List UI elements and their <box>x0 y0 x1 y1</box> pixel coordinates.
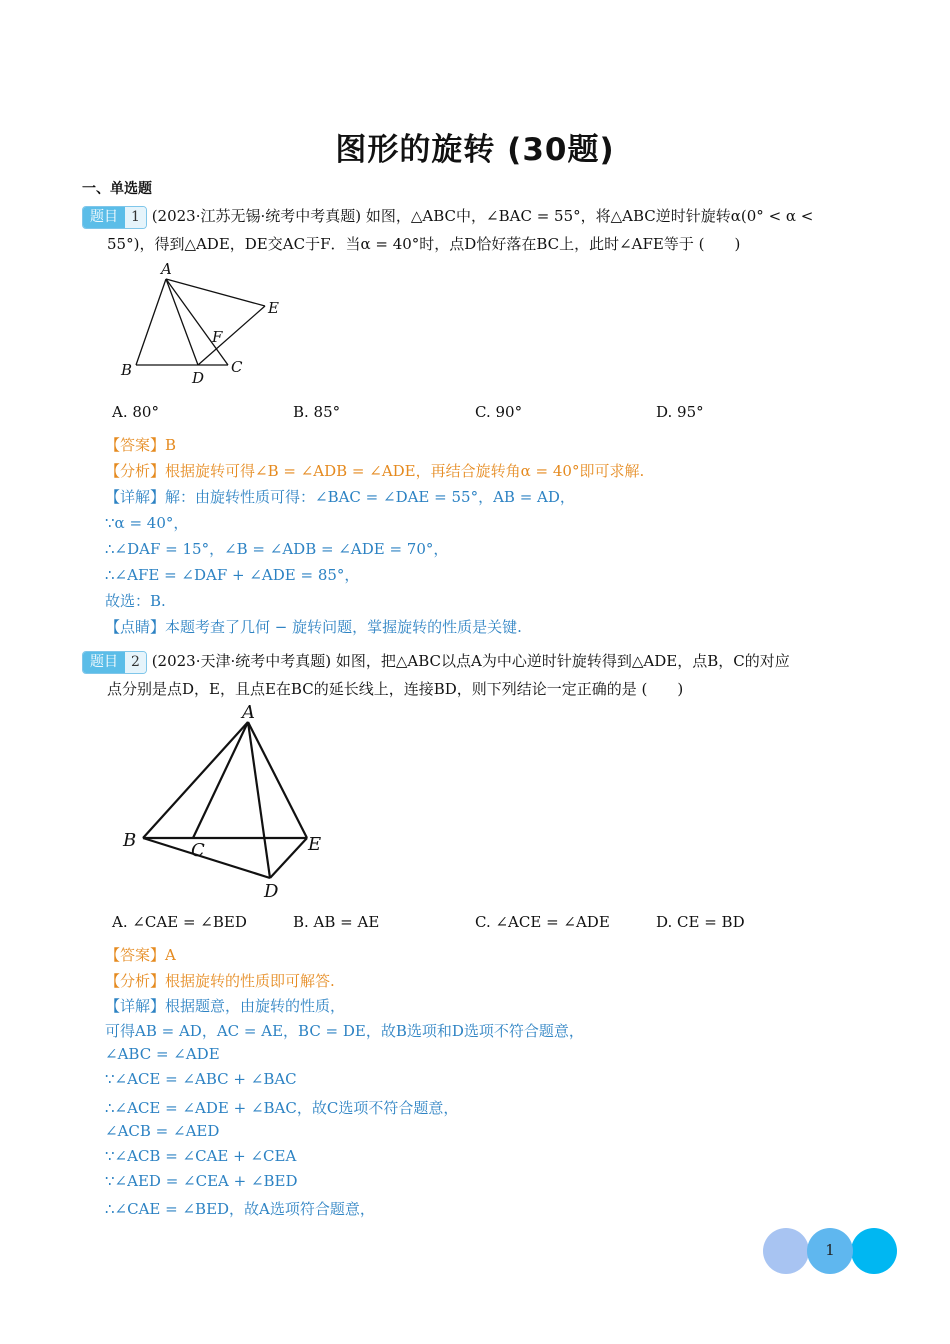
page-title: 图形的旋转 (30题) <box>335 132 615 168</box>
q2-label-b: B <box>123 830 137 851</box>
q2-detail-line: ∠ABC = ∠ADE <box>105 1045 220 1063</box>
q2-detail-line: ∵∠ACB = ∠CAE + ∠CEA <box>105 1147 297 1165</box>
q2-detail-line: ∵∠ACE = ∠ABC + ∠BAC <box>105 1070 297 1088</box>
q1-option-b: B. 85° <box>293 403 341 421</box>
q2-badge: 题目 2 <box>82 651 147 674</box>
q1-badge: 题目 1 <box>82 206 147 229</box>
q1-label-e: E <box>268 299 279 317</box>
q2-label-c: C <box>191 840 205 861</box>
q2-label-d: D <box>264 881 279 902</box>
q1-detail-line: 故选：B. <box>105 592 166 610</box>
q2-figure <box>115 700 335 905</box>
q2-detail-line: ∵∠AED = ∠CEA + ∠BED <box>105 1172 298 1190</box>
page-circle-decoration <box>851 1228 897 1274</box>
q2-detail-line: 可得AB = AD，AC = AE，BC = DE，故B选项和D选项不符合题意， <box>105 1022 584 1040</box>
q1-label-b: B <box>121 361 133 379</box>
q2-option-b: B. AB = AE <box>293 913 380 931</box>
q2-detail-line: ∴∠CAE = ∠BED，故A选项符合题意， <box>105 1200 375 1218</box>
section-heading: 一、单选题 <box>82 181 152 197</box>
q2-label-e: E <box>308 834 322 855</box>
q2-detail-line: ∴∠ACE = ∠ADE + ∠BAC，故C选项不符合题意， <box>105 1099 459 1117</box>
q2-stem-line1: 题目 2 (2023·天津·统考中考真题) 如图，把△ABC以点A为中心逆时针旋转得到△ADE，点B，C的对应 <box>82 650 790 674</box>
q1-detail-line: 【详解】解：由旋转性质可得：∠BAC = ∠DAE = 55°，AB = AD， <box>105 488 575 506</box>
q2-detail-line: ∠ACB = ∠AED <box>105 1122 220 1140</box>
q2-option-a: A. ∠CAE = ∠BED <box>112 913 247 931</box>
q1-label-c: C <box>231 358 243 376</box>
q2-answer: 【答案】A <box>105 946 176 964</box>
q1-option-d: D. 95° <box>656 403 704 421</box>
q2-detail-line: 【详解】根据题意，由旋转的性质， <box>105 997 346 1015</box>
q1-detail-line: ∴∠AFE = ∠DAF + ∠ADE = 85°， <box>105 566 360 584</box>
q1-label-a: A <box>161 260 172 278</box>
q1-stem-line2: 55°)，得到△ADE，DE交AC于F．当α = 40°时，点D恰好落在BC上，此时∠AFE等于 ( ) <box>107 235 741 253</box>
q1-stem-line1: 题目 1 (2023·江苏无锡·统考中考真题) 如图，△ABC中，∠BAC = 55°，将△ABC逆时针旋转α(0° < α < <box>82 205 813 229</box>
q1-answer: 【答案】B <box>105 436 177 454</box>
page-circle-decoration <box>763 1228 809 1274</box>
q2-option-c: C. ∠ACE = ∠ADE <box>475 913 610 931</box>
q1-detail-line: ∵α = 40°， <box>105 514 189 532</box>
q1-detail-line: ∴∠DAF = 15°，∠B = ∠ADB = ∠ADE = 70°， <box>105 540 449 558</box>
q1-label-d: D <box>192 369 205 386</box>
q2-option-d: D. CE = BD <box>656 913 745 931</box>
page-number: 1 <box>825 1241 835 1259</box>
q1-label-f: F <box>212 328 223 346</box>
q2-label-a: A <box>242 702 255 723</box>
q1-figure <box>110 256 310 386</box>
q1-option-a: A. 80° <box>112 403 159 421</box>
q1-option-c: C. 90° <box>475 403 523 421</box>
q2-stem-line2: 点分别是点D，E，且点E在BC的延长线上，连接BD，则下列结论一定正确的是 ( ) <box>107 680 684 698</box>
q1-comment: 【点睛】本题考查了几何 − 旋转问题，掌握旋转的性质是关键. <box>105 618 522 636</box>
q1-analysis: 【分析】根据旋转可得∠B = ∠ADB = ∠ADE，再结合旋转角α = 40°即可求解. <box>105 462 645 480</box>
q2-analysis: 【分析】根据旋转的性质即可解答. <box>105 972 335 990</box>
